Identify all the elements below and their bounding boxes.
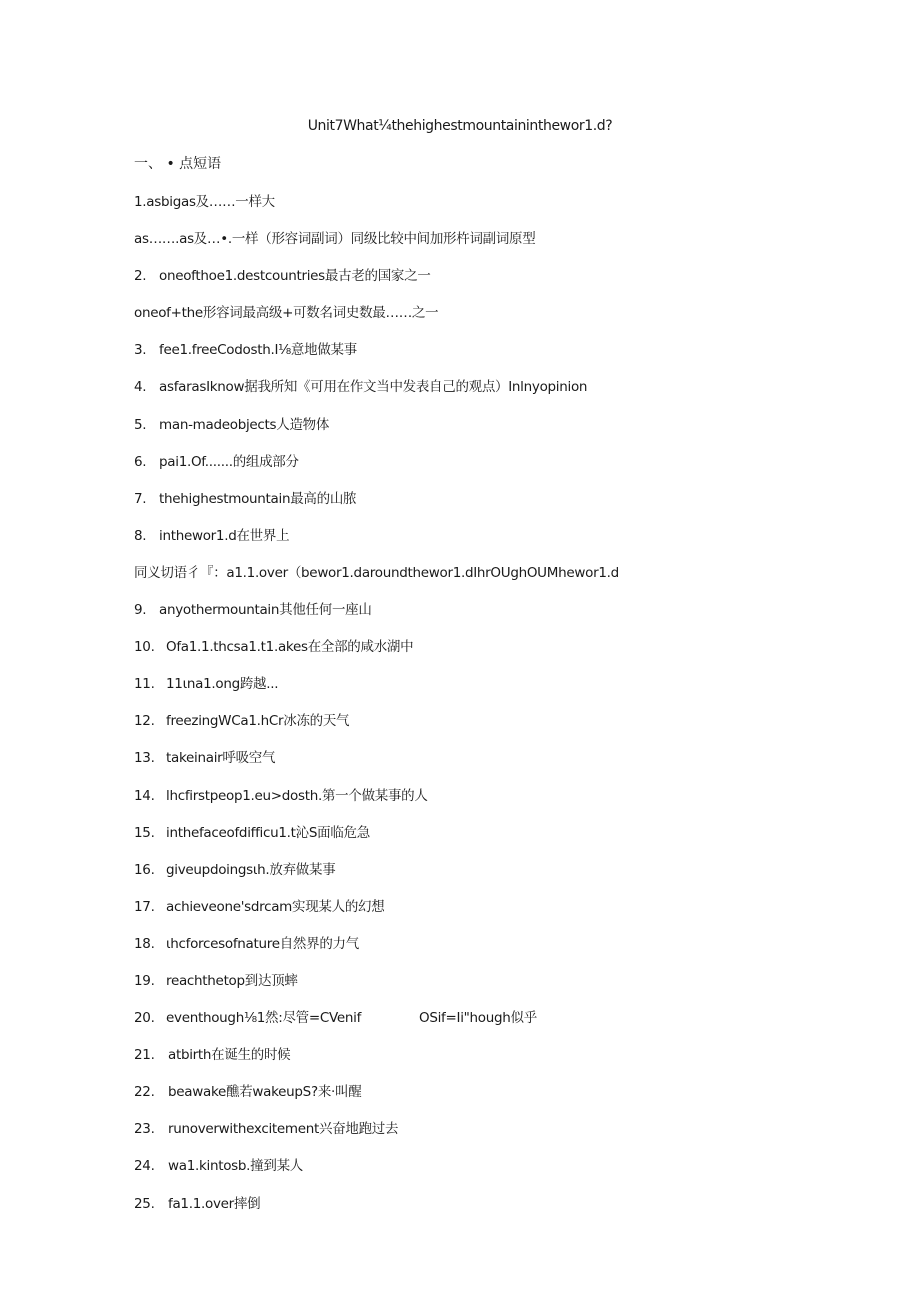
- list-item: [0, 637, 920, 674]
- phrase-text: oneof+the形容词最高级+可数名词史数最……之一: [134, 305, 439, 322]
- list-item: [0, 266, 920, 303]
- item-number: 10.: [134, 639, 155, 656]
- phrase-text: eventhough⅛1然:尽管=CVenif: [166, 1010, 362, 1027]
- phrase-text: achieveone'sdrcam实现某人的幻想: [166, 898, 385, 915]
- list-item: [0, 415, 920, 452]
- phrase-text-secondary: OSif=Ii"hough似乎: [419, 1010, 537, 1027]
- list-item: [0, 1045, 920, 1082]
- list-item: [0, 860, 920, 897]
- phrase-text: 1.asbigas及……一样大: [134, 194, 275, 210]
- item-number: 3.: [134, 342, 147, 359]
- list-item: [0, 377, 920, 414]
- phrase-text: freezingWCa1.hCr冰冻的天气: [166, 713, 350, 730]
- item-number: 8.: [134, 527, 147, 544]
- section-heading: 一、 • 点短语: [134, 156, 222, 172]
- list-item: [0, 1082, 920, 1119]
- item-number: 5.: [134, 416, 147, 433]
- phrase-text: takeinair呼吸空气: [166, 750, 276, 767]
- list-item: [0, 229, 920, 266]
- list-item: [0, 1119, 920, 1156]
- list-item: [0, 1194, 920, 1231]
- list-item: [0, 1156, 920, 1193]
- list-item: [0, 452, 920, 489]
- item-number: 11.: [134, 676, 155, 693]
- phrase-text: beawake醮若wakeupS?来·叫醒: [168, 1084, 362, 1101]
- phrase-list: [0, 192, 920, 1231]
- phrase-text: thehighestmountain最高的山脓: [159, 490, 357, 507]
- item-number: 20.: [134, 1010, 155, 1027]
- phrase-text: 同义切语彳『：a1.1.over（bewor1.daroundthewor1.dIhrOUghOUMhewor1.d: [134, 564, 619, 581]
- list-item: [0, 563, 920, 600]
- phrase-text: lhcfirstpeop1.eu>dosth.第一个做某事的人: [166, 787, 428, 804]
- item-number: 15.: [134, 824, 155, 841]
- list-item: [0, 600, 920, 637]
- item-number: 14.: [134, 787, 155, 804]
- item-number: 7.: [134, 490, 147, 507]
- phrase-text: atbirth在诞生的时候: [168, 1047, 291, 1064]
- phrase-text: inthefaceofdifficu1.t沁S面临危急: [166, 824, 370, 841]
- list-item: [0, 971, 920, 1008]
- phrase-text: runoverwithexcitement兴奋地跑过去: [168, 1121, 399, 1138]
- phrase-text: wa1.kintosb.撞到某人: [168, 1158, 303, 1175]
- list-item: [0, 526, 920, 563]
- item-number: 23.: [134, 1121, 155, 1138]
- phrase-text: fa1.1.over摔倒: [168, 1195, 261, 1212]
- item-number: 9.: [134, 602, 147, 619]
- phrase-text: pai1.Of.......的组成部分: [159, 453, 299, 470]
- list-item: [0, 823, 920, 860]
- document-title: Unit7What¼thehighestmountaininthewor1.d?: [307, 118, 613, 134]
- item-number: 16.: [134, 861, 155, 878]
- item-number: 24.: [134, 1158, 155, 1175]
- list-item: [0, 1008, 920, 1045]
- phrase-text: 11ιna1.ong跨越...: [166, 676, 279, 693]
- item-number: 18.: [134, 935, 155, 952]
- phrase-text: man-madeobjects人造物体: [159, 416, 330, 433]
- phrase-text: giveupdoingsιh.放弃做某事: [166, 861, 336, 878]
- list-item: [0, 489, 920, 526]
- phrase-text: reachthetop到达顶蟀: [166, 972, 298, 989]
- phrase-text: fee1.freeCodosth.I⅛意地做某事: [159, 342, 357, 359]
- phrase-text: ιhcforcesofnature自然界的力气: [166, 935, 359, 952]
- phrase-text: oneofthoe1.destcountries最古老的国家之一: [159, 268, 431, 285]
- phrase-text: anyothermountain其他任何一座山: [159, 602, 372, 619]
- phrase-text: inthewor1.d在世界上: [159, 527, 290, 544]
- list-item: [0, 934, 920, 971]
- list-item: [0, 786, 920, 823]
- item-number: 25.: [134, 1195, 155, 1212]
- phrase-text: asfarasIknow据我所知《可用在作文当中发表自己的观点）Inlnyopinion: [159, 379, 588, 396]
- item-number: 6.: [134, 453, 147, 470]
- phrase-text: as…….as及…•.一样（形容词副词）同级比较中间加形杵词副词原型: [134, 231, 536, 248]
- item-number: 19.: [134, 972, 155, 989]
- list-item: [0, 897, 920, 934]
- list-item: [0, 748, 920, 785]
- item-number: 2.: [134, 268, 147, 285]
- phrase-text: Ofa1.1.thcsa1.t1.akes在全部的咸水湖中: [166, 639, 414, 656]
- list-item: [0, 303, 920, 340]
- list-item: [0, 674, 920, 711]
- item-number: 17.: [134, 898, 155, 915]
- item-number: 13.: [134, 750, 155, 767]
- item-number: 4.: [134, 379, 147, 396]
- item-number: 22.: [134, 1084, 155, 1101]
- item-number: 12.: [134, 713, 155, 730]
- list-item: [0, 711, 920, 748]
- item-number: 21.: [134, 1047, 155, 1064]
- list-item: [0, 192, 920, 229]
- list-item: [0, 340, 920, 377]
